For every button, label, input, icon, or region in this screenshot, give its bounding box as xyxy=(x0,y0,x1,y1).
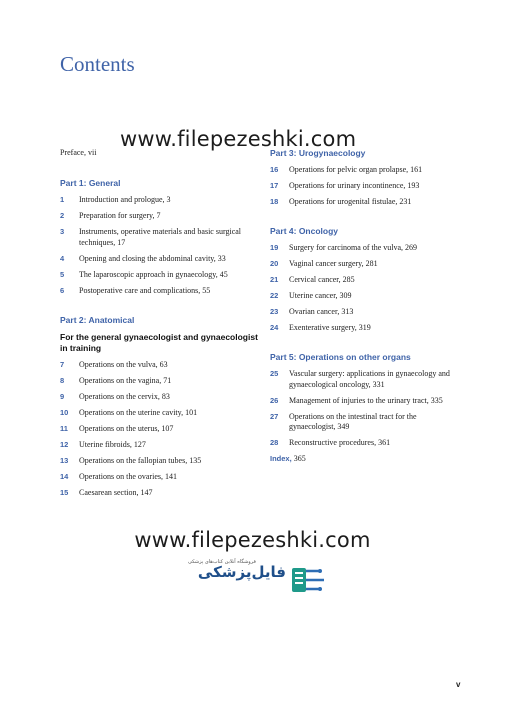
toc-entry xyxy=(60,376,260,387)
chapter-number: 8 xyxy=(60,375,65,385)
toc-entry xyxy=(270,412,460,433)
toc-entry xyxy=(60,456,260,467)
page-title: Contents xyxy=(60,52,135,76)
chapter-number: 4 xyxy=(60,253,65,263)
chapter-title: Operations for urogenital fistulae, 231 xyxy=(289,197,412,206)
chapter-number: 5 xyxy=(60,269,65,279)
chapter-title: Management of injuries to the urinary tract, 335 xyxy=(289,395,443,405)
chapter-title: Operations on the uterine cavity, 101 xyxy=(79,407,198,417)
chapter-title: Postoperative care and complications, 55 xyxy=(79,285,211,295)
chapter-title: Operations on the intestinal tract for the gynaecologist, 349 xyxy=(289,411,417,431)
chapter-title: Vascular surgery: applications in gynaecology and gynaecological oncology, 331 xyxy=(289,369,450,389)
chapter-number: 1 xyxy=(60,195,65,204)
chapter-number: 6 xyxy=(60,285,65,295)
chapter-number: 17 xyxy=(270,181,279,190)
toc-entry xyxy=(270,438,460,449)
chapter-title: Reconstructive procedures, 361 xyxy=(289,438,391,447)
chapter-title: Operations for urinary incontinence, 193 xyxy=(289,181,420,190)
chapter-number: 22 xyxy=(270,291,279,300)
chapter-title: Operations on the uterus, 107 xyxy=(79,423,174,433)
toc-entry xyxy=(60,195,260,206)
toc-entry xyxy=(60,408,260,419)
chapter-number: 23 xyxy=(270,307,279,316)
toc-entry xyxy=(270,259,460,270)
toc-entry xyxy=(270,307,460,318)
index-label: Index, xyxy=(270,454,292,463)
toc-entry xyxy=(270,396,460,407)
chapter-title: Operations on the vagina, 71 xyxy=(79,375,172,385)
chapter-number: 21 xyxy=(270,275,279,284)
toc-entry xyxy=(60,211,260,222)
part2-heading: Part 2: Anatomical xyxy=(60,314,135,325)
toc-entry xyxy=(60,392,260,403)
chapter-title: Uterine cancer, 309 xyxy=(289,291,352,300)
chapter-number: 13 xyxy=(60,455,69,465)
chapter-title: Operations on the cervix, 83 xyxy=(79,391,170,401)
toc-entry xyxy=(60,270,260,281)
toc-entry xyxy=(270,291,460,302)
toc-entry xyxy=(270,369,460,390)
chapter-title: Cervical cancer, 285 xyxy=(289,275,355,284)
toc-entry xyxy=(60,227,260,248)
toc-entry xyxy=(270,181,460,192)
part1-heading: Part 1: General xyxy=(60,178,121,188)
preface-entry: Preface, vii xyxy=(60,148,97,157)
chapter-number: 16 xyxy=(270,165,279,174)
chapter-number: 18 xyxy=(270,197,279,206)
part3-heading: Part 3: Urogynaecology xyxy=(270,148,366,158)
watermark-bottom: www.filepezeshki.com xyxy=(134,528,371,552)
part2-subheading: For the general gynaecologist and gynaecologist in training xyxy=(60,331,258,353)
toc-entry xyxy=(60,360,260,371)
logo-mark-icon xyxy=(290,565,326,595)
index-entry xyxy=(270,454,460,463)
site-logo xyxy=(178,559,328,599)
chapter-number: 28 xyxy=(270,438,279,447)
toc-entry xyxy=(60,254,260,265)
chapter-title: Operations for pelvic organ prolapse, 161 xyxy=(289,165,423,174)
chapter-title: Exenterative surgery, 319 xyxy=(289,323,371,332)
chapter-number: 9 xyxy=(60,391,65,401)
toc-entry xyxy=(270,165,460,176)
contents-right-column xyxy=(270,148,460,463)
chapter-title: Operations on the fallopian tubes, 135 xyxy=(79,455,202,465)
chapter-number: 15 xyxy=(60,487,69,497)
toc-entry xyxy=(60,440,260,451)
toc-entry xyxy=(60,488,260,499)
chapter-number: 3 xyxy=(60,227,65,236)
watermark-top: www.filepezeshki.com xyxy=(120,127,357,151)
chapter-number: 26 xyxy=(270,395,279,405)
chapter-title: Operations on the vulva, 63 xyxy=(79,359,168,369)
chapter-number: 14 xyxy=(60,471,69,481)
chapter-number: 11 xyxy=(60,423,68,433)
chapter-number: 19 xyxy=(270,243,279,252)
chapter-number: 7 xyxy=(60,359,65,369)
chapter-title: Ovarian cancer, 313 xyxy=(289,307,354,316)
part5-heading: Part 5: Operations on other organs xyxy=(270,352,411,362)
index-page: 365 xyxy=(293,454,306,463)
page-number: v xyxy=(456,680,461,689)
chapter-title: Introduction and prologue, 3 xyxy=(79,195,171,204)
logo-text: فایل‌پزشکی xyxy=(197,563,286,581)
chapter-title: Preparation for surgery, 7 xyxy=(79,211,161,220)
part2-list xyxy=(60,360,260,499)
part4-heading: Part 4: Oncology xyxy=(270,226,339,236)
chapter-title: Instruments, operative materials and basic surgical techniques, 17 xyxy=(79,227,242,247)
toc-entry xyxy=(60,472,260,483)
toc-entry xyxy=(270,197,460,208)
chapter-number: 25 xyxy=(270,369,279,378)
chapter-number: 10 xyxy=(60,407,69,417)
logo-tagline: فروشگاه آنلاین کتاب‌های پزشکی xyxy=(188,559,256,565)
chapter-title: Caesarean section, 147 xyxy=(79,487,153,497)
chapter-title: Surgery for carcinoma of the vulva, 269 xyxy=(289,243,418,252)
chapter-number: 27 xyxy=(270,411,279,421)
chapter-number: 24 xyxy=(270,323,279,332)
toc-entry xyxy=(60,424,260,435)
toc-entry xyxy=(270,243,460,254)
chapter-number: 2 xyxy=(60,211,65,220)
chapter-title: Vaginal cancer surgery, 281 xyxy=(289,259,378,268)
chapter-title: Uterine fibroids, 127 xyxy=(79,439,146,449)
chapter-title: Opening and closing the abdominal cavity, 33 xyxy=(79,253,226,263)
chapter-title: Operations on the ovaries, 141 xyxy=(79,471,177,481)
chapter-number: 12 xyxy=(60,439,69,449)
chapter-number: 20 xyxy=(270,259,279,268)
toc-entry xyxy=(60,286,260,297)
contents-left-column xyxy=(60,178,260,504)
toc-entry xyxy=(270,323,460,334)
toc-entry xyxy=(270,275,460,286)
part1-list xyxy=(60,195,260,296)
chapter-title: The laparoscopic approach in gynaecology, 45 xyxy=(79,269,228,279)
